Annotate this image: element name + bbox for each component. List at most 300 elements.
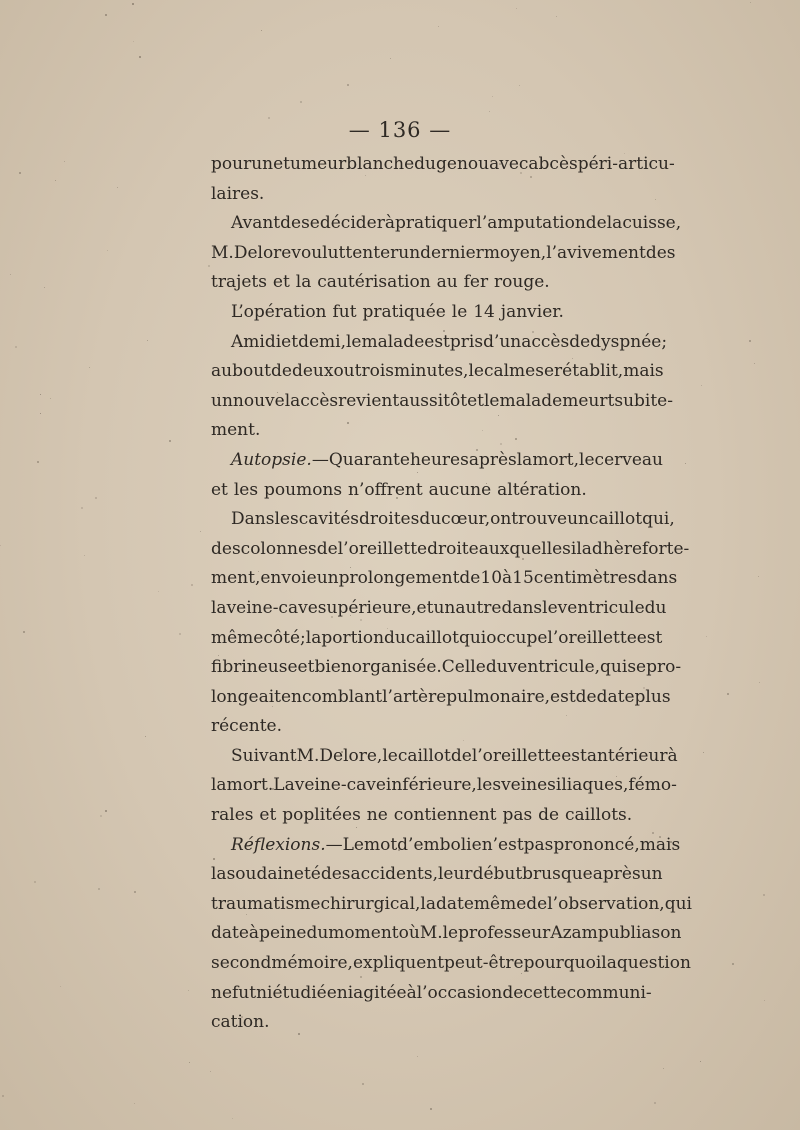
word: rales (211, 805, 254, 826)
word: longeait (211, 686, 281, 707)
paper-speck (685, 463, 686, 464)
word: de (569, 331, 591, 352)
word: peine (259, 923, 307, 944)
word: Quarante (328, 449, 410, 470)
word: pourquoi (523, 953, 602, 974)
paper-speck (64, 161, 65, 162)
word: ment, (211, 568, 261, 589)
word: la (211, 775, 227, 796)
text-line (211, 268, 641, 298)
word: chirurgical, (320, 893, 421, 914)
word: droites (359, 509, 420, 530)
word: pratiquer (394, 213, 477, 234)
paper-speck (147, 340, 148, 341)
paper-speck (2, 1095, 4, 1097)
word: des (645, 242, 676, 263)
word: dernier (420, 242, 484, 263)
word: les (476, 775, 502, 796)
paper-speck (763, 894, 765, 896)
word: subite- (614, 390, 673, 411)
paper-speck (55, 180, 56, 181)
word: droite (427, 538, 479, 559)
word: — (311, 449, 329, 470)
paper-speck (0, 545, 1, 546)
word: demi, (298, 331, 346, 352)
word: M. (296, 745, 320, 766)
word: et (272, 272, 290, 293)
word: ment. (211, 420, 261, 441)
text-line (211, 150, 675, 180)
text-line (211, 919, 682, 949)
word: ou (333, 361, 355, 382)
word: la (420, 893, 436, 914)
paper-speck (300, 101, 302, 103)
paper-speck (208, 265, 210, 267)
word: un (433, 597, 456, 618)
paper-speck (200, 531, 201, 532)
word: traumatisme (211, 893, 321, 914)
paper-speck (732, 963, 734, 965)
text-line (211, 505, 675, 535)
paper-speck (556, 16, 557, 17)
word: de (526, 893, 548, 914)
paper-speck (145, 736, 146, 737)
text-line (211, 239, 676, 269)
text-line (211, 535, 690, 565)
word: inférieure, (385, 775, 477, 796)
word: mémoire, (271, 953, 353, 974)
text-line (211, 594, 667, 624)
paper-speck (132, 3, 134, 5)
word: M. (211, 242, 234, 263)
paper-speck (749, 340, 751, 342)
word: et (416, 597, 434, 618)
word: adhère (581, 538, 643, 559)
word: cautérisation (317, 272, 431, 293)
word: veines (501, 775, 556, 796)
paper-speck (390, 58, 391, 59)
word: se (627, 657, 647, 678)
word: expliquent (352, 953, 445, 974)
word: date (436, 893, 474, 914)
word: second (211, 953, 272, 974)
word: forte- (642, 538, 690, 559)
word: l’observation, (547, 893, 665, 914)
word: brusque (522, 864, 593, 885)
word: tumeur (283, 154, 347, 174)
word: publia (597, 923, 652, 944)
paper-speck (60, 986, 61, 987)
word: deux (291, 361, 334, 382)
paper-speck (10, 274, 11, 275)
paper-speck (37, 461, 39, 463)
paper-speck (40, 413, 41, 414)
word: son (651, 923, 682, 944)
word: de (271, 361, 292, 382)
word: Delore (233, 242, 292, 263)
text-line (211, 416, 641, 446)
word: Le (342, 834, 364, 855)
word: pris (449, 331, 484, 352)
word: le (442, 923, 459, 944)
word: de (459, 568, 481, 589)
text-line (211, 683, 671, 713)
paper-speck (44, 287, 45, 288)
text-line (211, 712, 641, 742)
paper-speck (655, 199, 656, 200)
word: le (483, 390, 500, 411)
word: tenter (345, 242, 399, 263)
word: L’opération (231, 301, 327, 322)
word: est (561, 745, 587, 766)
paper-speck (189, 1062, 190, 1063)
word: du (306, 923, 329, 944)
word: le (579, 449, 595, 470)
paper-speck (654, 1102, 656, 1104)
word: qui (458, 627, 487, 648)
word: un (211, 390, 233, 411)
word: côté; (263, 627, 306, 648)
word: plus (634, 686, 671, 707)
word: les (274, 509, 299, 530)
word: fibrineuse (211, 657, 298, 678)
word: à (384, 213, 395, 234)
word: revient (338, 390, 400, 411)
word: est (636, 627, 663, 648)
word: ventricule (557, 597, 645, 618)
word: la (601, 953, 617, 974)
paper-speck (117, 187, 118, 188)
word: contiennent (393, 805, 497, 826)
paper-speck (417, 1056, 418, 1057)
paper-speck (134, 1103, 135, 1104)
word: fémo- (628, 775, 677, 796)
word: poplitées (282, 805, 361, 826)
word: le (468, 361, 484, 382)
word: de (502, 982, 524, 1003)
word: où (398, 923, 420, 944)
paper-speck (81, 507, 83, 509)
word: des (320, 864, 351, 885)
word: du (419, 509, 442, 530)
word: professeur (458, 923, 551, 944)
paper-speck (107, 250, 108, 251)
word: ni (256, 982, 273, 1003)
paper-speck (40, 394, 41, 395)
word: Azam (550, 923, 598, 944)
word: ne (211, 982, 233, 1003)
word: aucune (428, 479, 492, 500)
word: auxquelles (478, 538, 571, 559)
text-line (211, 801, 641, 831)
word: pro- (646, 657, 682, 678)
word: après (592, 864, 641, 885)
body-text (211, 150, 692, 1038)
word: l’amputation (476, 213, 586, 234)
word: poumons (264, 479, 343, 500)
word: mort, (532, 449, 580, 470)
word: veine-cave (226, 597, 318, 618)
word: antérieur (586, 745, 668, 766)
word: l’avivement (546, 242, 646, 263)
word: le (451, 301, 468, 322)
word: aussitôt (399, 390, 468, 411)
word: qui (600, 657, 628, 678)
word: étudiée (272, 982, 337, 1003)
word: malade (361, 331, 425, 352)
word: centimètres (533, 568, 637, 589)
word: et (211, 479, 228, 500)
word: la (516, 449, 533, 470)
paper-speck (519, 85, 520, 86)
word: la (211, 864, 227, 885)
paper-speck (438, 26, 439, 27)
word: après (468, 449, 517, 470)
text-line (211, 979, 652, 1009)
paper-speck (105, 14, 107, 16)
paper-speck (105, 810, 107, 812)
text-line (211, 1008, 641, 1038)
word: iliaques, (555, 775, 629, 796)
word: Avant (231, 213, 281, 234)
word: veine-cave (294, 775, 386, 796)
word: mais (639, 834, 681, 855)
word: le (542, 597, 558, 618)
word: peut-être (444, 953, 524, 974)
paper-speck (489, 111, 490, 112)
word: janvier. (500, 301, 564, 322)
paper-speck (179, 633, 181, 635)
word: du (414, 154, 436, 174)
word: qui (664, 893, 692, 914)
word: des (211, 538, 241, 559)
word: cette (523, 982, 567, 1003)
word: moment (328, 923, 399, 944)
italic-heading: Réflexions. (231, 834, 326, 855)
word: rouge. (494, 272, 550, 293)
paper-speck (84, 555, 85, 556)
text-line (211, 564, 678, 594)
paper-speck (663, 1068, 664, 1069)
word: au (211, 361, 233, 382)
paper-speck (23, 631, 25, 633)
paper-speck (210, 1071, 211, 1072)
word: un (398, 242, 421, 263)
word: accidents, (350, 864, 438, 885)
paper-speck (362, 1083, 364, 1085)
word: de (575, 686, 597, 707)
paper-speck (754, 363, 755, 364)
word: genou (436, 154, 490, 174)
word: prononcé, (553, 834, 640, 855)
paper-speck (134, 891, 136, 893)
word: dyspnée; (590, 331, 668, 352)
paper-speck (261, 30, 262, 31)
word: mort. (226, 775, 274, 796)
word: l’oreillette (471, 745, 562, 766)
word: caillot (589, 509, 643, 530)
word: l’occasion (416, 982, 503, 1003)
paper-speck (703, 752, 704, 753)
word: minutes, (393, 361, 469, 382)
word: date (211, 923, 249, 944)
word: Dans (231, 509, 275, 530)
word: accès (290, 390, 339, 411)
word: les (233, 479, 259, 500)
text-line (211, 860, 663, 890)
word: cuisse, (622, 213, 682, 234)
word: nouvel (232, 390, 291, 411)
word: la (606, 213, 623, 234)
paper-speck (347, 84, 349, 86)
italic-heading: Autopsie. (231, 449, 312, 470)
word: midi (243, 331, 282, 352)
text-line (211, 742, 678, 772)
word: on (490, 509, 512, 530)
word: le (345, 331, 362, 352)
word: l’oreillette (547, 627, 637, 648)
word: à (406, 982, 417, 1003)
word: le (382, 745, 398, 766)
word: même (211, 627, 264, 648)
word: trois (354, 361, 394, 382)
word: Suivant (231, 745, 297, 766)
word: de (316, 538, 338, 559)
text-line (211, 653, 682, 683)
word: Delore, (319, 745, 383, 766)
paper-speck (158, 591, 159, 592)
text-line (211, 771, 677, 801)
paper-speck (750, 2, 751, 3)
paper-speck (34, 881, 36, 883)
word: envoie (260, 568, 317, 589)
word: pulmonaire, (446, 686, 551, 707)
word: trajets (211, 272, 267, 293)
word: un (640, 864, 663, 885)
word: la (211, 597, 227, 618)
word: 15 (512, 568, 534, 589)
paper-speck (758, 576, 759, 577)
word: fut (232, 982, 257, 1003)
paper-speck (191, 584, 193, 586)
paper-speck (232, 1118, 233, 1119)
word: mais (623, 361, 664, 382)
word: occupe (486, 627, 548, 648)
word: se (535, 361, 555, 382)
text-line (211, 387, 673, 417)
word: soudaineté (226, 864, 321, 885)
word: bout (232, 361, 271, 382)
word: et (467, 390, 484, 411)
word: accès (521, 331, 570, 352)
word: dans (501, 597, 543, 618)
word: voulut (291, 242, 346, 263)
word: altération. (497, 479, 587, 500)
word: se (301, 213, 320, 234)
text-line (211, 298, 641, 328)
word: de (538, 805, 560, 826)
paper-speck (430, 1108, 432, 1110)
word: calme (483, 361, 536, 382)
paper-speck (50, 398, 51, 399)
word: caillot (405, 627, 459, 648)
word: agitée (353, 982, 407, 1003)
text-line (211, 624, 663, 654)
word: n’offrent (348, 479, 423, 500)
word: pas (502, 805, 533, 826)
word: autre (455, 597, 502, 618)
word: l’artère (382, 686, 447, 707)
paper-speck (133, 41, 134, 42)
paper-speck (89, 367, 90, 368)
word: même (473, 893, 527, 914)
paper-speck (98, 888, 100, 890)
word: un (567, 509, 590, 530)
word: pas (523, 834, 554, 855)
word: abcès (528, 154, 578, 174)
word: cation. (211, 1012, 270, 1033)
word: en (280, 686, 302, 707)
word: trouve (511, 509, 568, 530)
word: décider (319, 213, 385, 234)
word: du (384, 627, 406, 648)
word: M. (419, 923, 443, 944)
word: supérieure, (317, 597, 417, 618)
word: de (585, 213, 607, 234)
paper-speck (727, 693, 729, 695)
word: d’embolie (397, 834, 482, 855)
word: organisée. (351, 657, 442, 678)
word: mot (363, 834, 398, 855)
word: un (316, 568, 339, 589)
paper-speck (700, 1061, 701, 1062)
word: La (273, 775, 295, 796)
paper-speck (95, 497, 97, 499)
word: péri-articu- (577, 154, 675, 174)
text-line (211, 949, 691, 979)
word: leur (437, 864, 473, 885)
word: et (297, 657, 315, 678)
word: il (570, 538, 582, 559)
word: cœur, (441, 509, 491, 530)
word: blanche (346, 154, 415, 174)
text-line (211, 476, 641, 506)
word: à (248, 923, 260, 944)
paper-speck (169, 440, 171, 442)
paper-speck (19, 172, 21, 174)
word: laires. (211, 183, 265, 204)
word: et (259, 805, 277, 826)
page-number: — 136 — (348, 118, 452, 142)
word: heures (409, 449, 469, 470)
word: et (281, 331, 299, 352)
word: cavités (298, 509, 360, 530)
word: est (550, 686, 576, 707)
paper-speck (100, 815, 102, 817)
word: est (424, 331, 450, 352)
word: récente. (211, 716, 283, 737)
word: comblant (301, 686, 383, 707)
text-line (211, 357, 664, 387)
word: moyen, (483, 242, 547, 263)
word: communi- (566, 982, 652, 1003)
word: à (502, 568, 513, 589)
word: A (231, 331, 244, 352)
word: à (667, 745, 678, 766)
word: la (305, 627, 322, 648)
word: au (436, 272, 458, 293)
word: du (644, 597, 667, 618)
